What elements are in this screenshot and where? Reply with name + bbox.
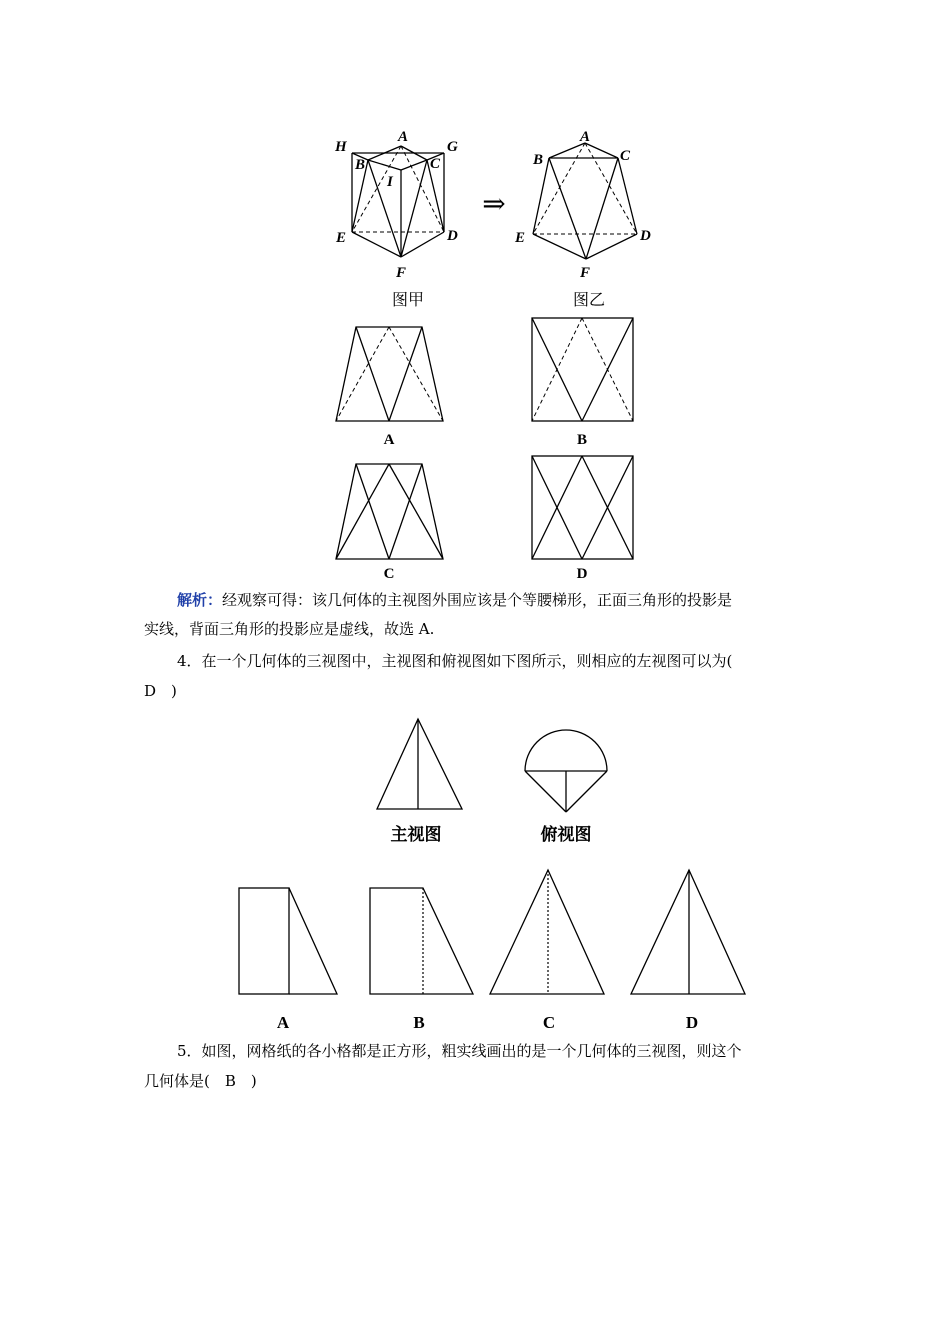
top-view-caption: 俯视图 bbox=[540, 825, 592, 844]
q3-option-b-label: B bbox=[576, 432, 588, 448]
q4-option-b-label: B bbox=[413, 1013, 425, 1032]
front-view-caption: 主视图 bbox=[390, 825, 442, 844]
caption-yi: 图乙 bbox=[572, 292, 606, 309]
q3-option-c-label: C bbox=[383, 566, 395, 582]
q4-line1: 4．在一个几何体的三视图中，主视图和俯视图如下图所示，则相应的左视图可以为( bbox=[177, 652, 733, 670]
point-label-a-yi: A bbox=[580, 129, 591, 145]
solution-text-line2: 实线，背面三角形的投影应是虚线，故选 A. bbox=[144, 620, 435, 638]
point-label-i: I bbox=[387, 174, 393, 190]
point-label-b: B bbox=[355, 157, 366, 173]
figure-q3-options bbox=[0, 310, 950, 590]
caption-jia: 图甲 bbox=[391, 292, 425, 309]
point-label-e: E bbox=[336, 230, 347, 246]
q4-stem bbox=[177, 646, 827, 676]
point-label-e-yi: E bbox=[515, 230, 526, 246]
figure-q4-options bbox=[0, 860, 950, 1040]
q5-stem-line2 bbox=[144, 1066, 257, 1096]
figure-q4-views bbox=[0, 710, 950, 855]
point-label-f-yi: F bbox=[580, 265, 591, 281]
q5-line1: 5．如图，网格纸的各小格都是正方形，粗实线画出的是一个几何体的三视图，则这个 bbox=[177, 1042, 742, 1060]
solution-q3-line2 bbox=[144, 614, 434, 644]
q4-option-a-label: A bbox=[276, 1013, 290, 1032]
point-label-d-yi: D bbox=[640, 228, 651, 244]
figure-jia-yi bbox=[0, 0, 950, 320]
point-label-c: C bbox=[430, 156, 441, 172]
point-label-g: G bbox=[447, 139, 458, 155]
q5-line2: 几何体是( B ) bbox=[144, 1072, 257, 1090]
point-label-a: A bbox=[398, 129, 409, 145]
q5-stem bbox=[177, 1036, 827, 1066]
q4-option-c-label: C bbox=[542, 1013, 556, 1032]
q3-option-d-label: D bbox=[576, 566, 588, 582]
solution-text-line1: 经观察可得：该几何体的主视图外围应该是个等腰梯形，正面三角形的投影是 bbox=[222, 591, 733, 609]
point-label-b-yi: B bbox=[533, 152, 544, 168]
q3-option-a-label: A bbox=[383, 432, 395, 448]
q4-stem-line2 bbox=[144, 676, 177, 706]
implies-arrow: ⇒ bbox=[482, 189, 506, 220]
point-label-d: D bbox=[447, 228, 458, 244]
point-label-c-yi: C bbox=[620, 148, 631, 164]
q4-answer: D ) bbox=[144, 682, 177, 700]
q4-option-d-label: D bbox=[685, 1013, 699, 1032]
solution-q3 bbox=[177, 585, 817, 615]
point-label-f: F bbox=[396, 265, 407, 281]
point-label-h: H bbox=[335, 139, 347, 155]
solution-label: 解析： bbox=[177, 591, 223, 609]
